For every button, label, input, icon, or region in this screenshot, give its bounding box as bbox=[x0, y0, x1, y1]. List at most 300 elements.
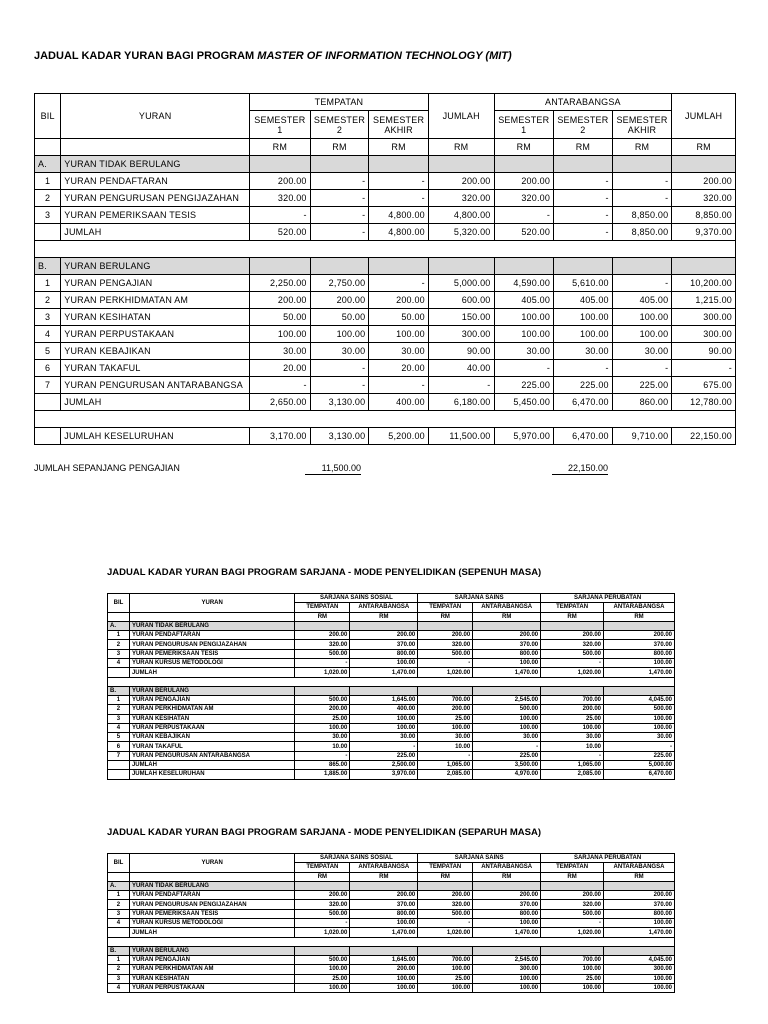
header-tempatan: TEMPATAN bbox=[541, 863, 604, 872]
header-antarabangsa: ANTARABANGSA bbox=[473, 603, 541, 612]
fee-name: YURAN KEBAJIKAN bbox=[129, 733, 294, 742]
row-number: 3 bbox=[108, 649, 130, 658]
page-title-sepenuh-masa: JADUAL KADAR YURAN BAGI PROGRAM SARJANA - MODE PENYELIDIKAN (SEPENUH MASA) bbox=[107, 567, 542, 578]
header-yuran: YURAN bbox=[129, 854, 294, 873]
fee-amount: 520.00 bbox=[250, 224, 311, 241]
cell bbox=[554, 258, 613, 275]
cell bbox=[473, 686, 541, 695]
fee-amount: - bbox=[310, 190, 369, 207]
unit-rm: RM bbox=[250, 139, 311, 156]
cell bbox=[473, 946, 541, 955]
cell bbox=[35, 139, 61, 156]
fee-amount: 1,215.00 bbox=[672, 292, 736, 309]
fee-amount: 5,000.00 bbox=[428, 275, 494, 292]
cell bbox=[428, 156, 494, 173]
fee-amount: 320.00 bbox=[428, 190, 494, 207]
spacer-row bbox=[108, 677, 675, 686]
fee-name: YURAN PENGAJIAN bbox=[129, 695, 294, 704]
fee-name: YURAN PENGAJIAN bbox=[61, 275, 250, 292]
fee-name: YURAN PENGURUSAN PENGIJAZAHAN bbox=[61, 190, 250, 207]
unit-rm: RM bbox=[473, 612, 541, 621]
fee-amount: 405.00 bbox=[494, 292, 554, 309]
fee-amount: 100.00 bbox=[541, 983, 604, 992]
fee-amount: 320.00 bbox=[295, 640, 350, 649]
fee-name: JUMLAH bbox=[129, 668, 294, 677]
fee-amount: 1,645.00 bbox=[350, 955, 418, 964]
fee-amount: 405.00 bbox=[612, 292, 672, 309]
header-jumlah: JUMLAH bbox=[672, 94, 736, 139]
section-row bbox=[108, 946, 675, 955]
row-number: 2 bbox=[108, 705, 130, 714]
fee-amount: 225.00 bbox=[494, 377, 554, 394]
fee-name: JUMLAH bbox=[61, 394, 250, 411]
fee-name: YURAN PERPUSTAKAAN bbox=[129, 723, 294, 732]
fee-name: YURAN KESIHATAN bbox=[129, 714, 294, 723]
fee-amount: - bbox=[672, 360, 736, 377]
table-row bbox=[108, 631, 675, 640]
table-row bbox=[108, 649, 675, 658]
fee-amount: - bbox=[612, 360, 672, 377]
table-row bbox=[108, 723, 675, 732]
unit-rm: RM bbox=[473, 872, 541, 881]
fee-name: YURAN PENGURUSAN PENGIJAZAHAN bbox=[129, 900, 294, 909]
fee-amount: 200.00 bbox=[369, 292, 429, 309]
fee-amount: 30.00 bbox=[418, 733, 473, 742]
fee-amount: 100.00 bbox=[418, 965, 473, 974]
row-number: 4 bbox=[108, 723, 130, 732]
cell bbox=[604, 881, 675, 890]
fee-amount: 30.00 bbox=[369, 343, 429, 360]
fee-amount: 800.00 bbox=[473, 649, 541, 658]
fee-name: YURAN PERKHIDMATAN AM bbox=[61, 292, 250, 309]
fee-amount: - bbox=[612, 190, 672, 207]
table-row bbox=[35, 377, 736, 394]
cell bbox=[672, 258, 736, 275]
header-sem2: SEMESTER 2 bbox=[310, 111, 369, 139]
fee-amount: 40.00 bbox=[428, 360, 494, 377]
fee-amount: 5,320.00 bbox=[428, 224, 494, 241]
row-number: 5 bbox=[35, 343, 61, 360]
table-row bbox=[35, 309, 736, 326]
section-code: B. bbox=[108, 946, 130, 955]
fee-amount: 320.00 bbox=[541, 640, 604, 649]
fee-amount: - bbox=[473, 742, 541, 751]
fee-table-sepenuh-masa bbox=[107, 593, 675, 780]
fee-amount: 10,200.00 bbox=[672, 275, 736, 292]
fee-amount: 370.00 bbox=[350, 900, 418, 909]
fee-amount: 320.00 bbox=[418, 900, 473, 909]
fee-name: JUMLAH bbox=[61, 224, 250, 241]
fee-amount: 25.00 bbox=[541, 714, 604, 723]
fee-amount: 6,470.00 bbox=[604, 770, 675, 779]
fee-amount: 3,970.00 bbox=[350, 770, 418, 779]
fee-amount: 300.00 bbox=[604, 965, 675, 974]
cell bbox=[494, 156, 554, 173]
fee-amount: 1,470.00 bbox=[350, 668, 418, 677]
fee-amount: 200.00 bbox=[473, 891, 541, 900]
row-number bbox=[108, 928, 130, 937]
fee-amount: 200.00 bbox=[418, 891, 473, 900]
fee-amount: 2,085.00 bbox=[418, 770, 473, 779]
fee-name: YURAN KURSUS METODOLOGI bbox=[129, 659, 294, 668]
fee-amount: - bbox=[310, 207, 369, 224]
row-number: 3 bbox=[35, 207, 61, 224]
fee-amount: 9,370.00 bbox=[672, 224, 736, 241]
table-row bbox=[108, 909, 675, 918]
table-row bbox=[108, 761, 675, 770]
fee-name: YURAN PENDAFTARAN bbox=[61, 173, 250, 190]
fee-amount: 5,610.00 bbox=[554, 275, 613, 292]
row-number bbox=[35, 428, 61, 445]
total-study-label: JUMLAH SEPANJANG PENGAJIAN bbox=[34, 463, 180, 473]
fee-amount: 100.00 bbox=[541, 723, 604, 732]
cell bbox=[295, 686, 350, 695]
header-program: SARJANA SAINS SOSIAL bbox=[295, 854, 418, 863]
fee-amount: 3,130.00 bbox=[310, 428, 369, 445]
fee-amount: 860.00 bbox=[612, 394, 672, 411]
fee-amount: - bbox=[541, 659, 604, 668]
unit-rm: RM bbox=[604, 612, 675, 621]
fee-amount: 100.00 bbox=[473, 974, 541, 983]
fee-amount: - bbox=[604, 742, 675, 751]
fee-amount: 200.00 bbox=[418, 705, 473, 714]
row-number bbox=[35, 224, 61, 241]
fee-amount: 5,200.00 bbox=[369, 428, 429, 445]
row-number bbox=[108, 761, 130, 770]
fee-amount: 1,020.00 bbox=[418, 928, 473, 937]
unit-rm: RM bbox=[295, 612, 350, 621]
fee-amount: 4,045.00 bbox=[604, 955, 675, 964]
fee-amount: 500.00 bbox=[418, 649, 473, 658]
fee-amount: - bbox=[369, 190, 429, 207]
fee-amount: 320.00 bbox=[418, 640, 473, 649]
table-row bbox=[108, 974, 675, 983]
fee-amount: 200.00 bbox=[350, 891, 418, 900]
fee-amount: 100.00 bbox=[473, 723, 541, 732]
fee-amount: 100.00 bbox=[350, 919, 418, 928]
cell bbox=[604, 621, 675, 630]
fee-amount: 2,250.00 bbox=[250, 275, 311, 292]
table-row bbox=[108, 891, 675, 900]
fee-amount: 2,545.00 bbox=[473, 695, 541, 704]
row-number: 4 bbox=[108, 983, 130, 992]
table-row bbox=[35, 428, 736, 445]
cell bbox=[541, 686, 604, 695]
fee-amount: 800.00 bbox=[350, 649, 418, 658]
fee-amount: 200.00 bbox=[250, 173, 311, 190]
section-label: YURAN TIDAK BERULANG bbox=[129, 881, 294, 890]
fee-amount: 100.00 bbox=[604, 723, 675, 732]
fee-amount: 600.00 bbox=[428, 292, 494, 309]
fee-amount: 4,045.00 bbox=[604, 695, 675, 704]
fee-name: YURAN PENGAJIAN bbox=[129, 955, 294, 964]
fee-name: JUMLAH bbox=[129, 928, 294, 937]
fee-amount: 90.00 bbox=[428, 343, 494, 360]
fee-amount: 6,470.00 bbox=[554, 428, 613, 445]
cell bbox=[129, 612, 294, 621]
fee-amount: 320.00 bbox=[494, 190, 554, 207]
table-row bbox=[108, 928, 675, 937]
fee-amount: 100.00 bbox=[350, 714, 418, 723]
table-row bbox=[35, 292, 736, 309]
header-antarabangsa: ANTARABANGSA bbox=[350, 863, 418, 872]
fee-amount: 50.00 bbox=[250, 309, 311, 326]
fee-amount: 500.00 bbox=[541, 649, 604, 658]
cell bbox=[418, 946, 473, 955]
fee-amount: 200.00 bbox=[473, 631, 541, 640]
fee-amount: 100.00 bbox=[295, 983, 350, 992]
fee-amount: 100.00 bbox=[350, 974, 418, 983]
unit-rm: RM bbox=[672, 139, 736, 156]
table-row bbox=[108, 955, 675, 964]
fee-amount: 370.00 bbox=[350, 640, 418, 649]
fee-amount: 100.00 bbox=[494, 309, 554, 326]
fee-amount: 100.00 bbox=[295, 723, 350, 732]
fee-amount: - bbox=[541, 751, 604, 760]
header-bil: BIL bbox=[108, 594, 130, 613]
fee-amount: 200.00 bbox=[541, 631, 604, 640]
fee-amount: - bbox=[554, 173, 613, 190]
fee-amount: - bbox=[310, 360, 369, 377]
fee-amount: 25.00 bbox=[295, 714, 350, 723]
header-program: SARJANA SAINS SOSIAL bbox=[295, 594, 418, 603]
table-row bbox=[35, 173, 736, 190]
fee-amount: 4,590.00 bbox=[494, 275, 554, 292]
fee-amount: 100.00 bbox=[418, 983, 473, 992]
fee-amount: 200.00 bbox=[250, 292, 311, 309]
fee-amount: 11,500.00 bbox=[428, 428, 494, 445]
fee-amount: 100.00 bbox=[554, 309, 613, 326]
fee-amount: 10.00 bbox=[541, 742, 604, 751]
fee-amount: 1,020.00 bbox=[295, 928, 350, 937]
cell bbox=[350, 881, 418, 890]
fee-amount: 800.00 bbox=[604, 649, 675, 658]
fee-amount: - bbox=[418, 919, 473, 928]
section-code: A. bbox=[35, 156, 61, 173]
fee-name: JUMLAH bbox=[129, 761, 294, 770]
fee-amount: - bbox=[350, 742, 418, 751]
fee-amount: - bbox=[369, 275, 429, 292]
fee-amount: 5,000.00 bbox=[604, 761, 675, 770]
fee-amount: 8,850.00 bbox=[672, 207, 736, 224]
fee-amount: 500.00 bbox=[295, 909, 350, 918]
cell bbox=[604, 686, 675, 695]
row-number: 5 bbox=[108, 733, 130, 742]
header-program: SARJANA PERUBATAN bbox=[541, 594, 675, 603]
fee-amount: - bbox=[369, 377, 429, 394]
fee-amount: - bbox=[250, 207, 311, 224]
fee-amount: 100.00 bbox=[541, 965, 604, 974]
fee-amount: 200.00 bbox=[604, 631, 675, 640]
cell bbox=[612, 258, 672, 275]
fee-name: YURAN PERPUSTAKAAN bbox=[61, 326, 250, 343]
fee-amount: - bbox=[250, 377, 311, 394]
fee-name: JUMLAH KESELURUHAN bbox=[129, 770, 294, 779]
table-row bbox=[108, 714, 675, 723]
fee-amount: - bbox=[554, 360, 613, 377]
cell bbox=[541, 881, 604, 890]
fee-table-separuh-masa bbox=[107, 853, 675, 993]
fee-name: YURAN PEMERIKSAAN TESIS bbox=[61, 207, 250, 224]
fee-amount: 405.00 bbox=[554, 292, 613, 309]
row-number: 1 bbox=[108, 695, 130, 704]
header-tempatan: TEMPATAN bbox=[418, 603, 473, 612]
fee-amount: 700.00 bbox=[418, 955, 473, 964]
row-number: 1 bbox=[108, 955, 130, 964]
row-number: 2 bbox=[108, 900, 130, 909]
fee-amount: - bbox=[554, 224, 613, 241]
fee-amount: 225.00 bbox=[604, 751, 675, 760]
fee-amount: 370.00 bbox=[473, 640, 541, 649]
fee-amount: 30.00 bbox=[350, 733, 418, 742]
fee-name: YURAN KESIHATAN bbox=[61, 309, 250, 326]
unit-rm: RM bbox=[541, 612, 604, 621]
row-number: 1 bbox=[35, 173, 61, 190]
header-tempatan: TEMPATAN bbox=[418, 863, 473, 872]
fee-amount: 5,450.00 bbox=[494, 394, 554, 411]
fee-amount: 100.00 bbox=[604, 714, 675, 723]
table-row bbox=[108, 770, 675, 779]
header-sem-akhir: SEMESTER AKHIR bbox=[612, 111, 672, 139]
row-number: 1 bbox=[35, 275, 61, 292]
fee-amount: 100.00 bbox=[494, 326, 554, 343]
header-program: SARJANA SAINS bbox=[418, 854, 541, 863]
fee-name: YURAN PEMERIKSAAN TESIS bbox=[129, 909, 294, 918]
fee-amount: 100.00 bbox=[473, 659, 541, 668]
fee-amount: 300.00 bbox=[428, 326, 494, 343]
cell bbox=[473, 881, 541, 890]
fee-name: YURAN KESIHATAN bbox=[129, 974, 294, 983]
fee-amount: 50.00 bbox=[310, 309, 369, 326]
fee-name: YURAN PERPUSTAKAAN bbox=[129, 983, 294, 992]
fee-amount: 320.00 bbox=[250, 190, 311, 207]
fee-amount: 500.00 bbox=[295, 649, 350, 658]
fee-amount: 25.00 bbox=[418, 974, 473, 983]
fee-amount: 225.00 bbox=[473, 751, 541, 760]
fee-amount: 4,800.00 bbox=[428, 207, 494, 224]
section-code: B. bbox=[35, 258, 61, 275]
title-italic: MASTER OF INFORMATION TECHNOLOGY (MIT) bbox=[257, 50, 512, 62]
fee-amount: 1,020.00 bbox=[541, 668, 604, 677]
table-row bbox=[108, 659, 675, 668]
header-antarabangsa: ANTARABANGSA bbox=[604, 863, 675, 872]
fee-amount: 500.00 bbox=[604, 705, 675, 714]
fee-amount: 100.00 bbox=[350, 723, 418, 732]
row-number bbox=[35, 394, 61, 411]
fee-amount: 200.00 bbox=[604, 891, 675, 900]
fee-amount: 200.00 bbox=[310, 292, 369, 309]
fee-amount: 100.00 bbox=[473, 919, 541, 928]
cell bbox=[369, 156, 429, 173]
fee-amount: - bbox=[369, 173, 429, 190]
table-row bbox=[108, 733, 675, 742]
section-code: A. bbox=[108, 881, 130, 890]
fee-amount: 100.00 bbox=[418, 723, 473, 732]
fee-amount: 1,065.00 bbox=[541, 761, 604, 770]
fee-amount: 30.00 bbox=[612, 343, 672, 360]
fee-amount: - bbox=[310, 173, 369, 190]
fee-amount: 1,470.00 bbox=[604, 668, 675, 677]
fee-amount: 100.00 bbox=[612, 326, 672, 343]
fee-amount: 100.00 bbox=[604, 974, 675, 983]
fee-amount: 200.00 bbox=[428, 173, 494, 190]
cell bbox=[295, 621, 350, 630]
fee-amount: 12,780.00 bbox=[672, 394, 736, 411]
cell bbox=[310, 258, 369, 275]
fee-amount: 320.00 bbox=[295, 900, 350, 909]
header-tempatan: TEMPATAN bbox=[250, 94, 429, 111]
fee-amount: 100.00 bbox=[473, 714, 541, 723]
fee-amount: 1,020.00 bbox=[541, 928, 604, 937]
cell bbox=[350, 621, 418, 630]
fee-amount: 200.00 bbox=[672, 173, 736, 190]
header-yuran: YURAN bbox=[61, 94, 250, 139]
unit-rm: RM bbox=[428, 139, 494, 156]
section-row bbox=[108, 881, 675, 890]
row-number bbox=[108, 668, 130, 677]
title-plain: JADUAL KADAR YURAN BAGI PROGRAM bbox=[34, 50, 258, 62]
cell bbox=[612, 156, 672, 173]
unit-rm: RM bbox=[541, 872, 604, 881]
fee-amount: 100.00 bbox=[250, 326, 311, 343]
fee-amount: 100.00 bbox=[554, 326, 613, 343]
fee-name: YURAN KURSUS METODOLOGI bbox=[129, 919, 294, 928]
fee-amount: 1,020.00 bbox=[418, 668, 473, 677]
fee-amount: 3,130.00 bbox=[310, 394, 369, 411]
cell bbox=[473, 621, 541, 630]
cell bbox=[672, 156, 736, 173]
fee-name: YURAN TAKAFUL bbox=[129, 742, 294, 751]
fee-name: YURAN KEBAJIKAN bbox=[61, 343, 250, 360]
fee-amount: - bbox=[418, 751, 473, 760]
cell bbox=[418, 621, 473, 630]
section-label: YURAN TIDAK BERULANG bbox=[61, 156, 250, 173]
cell bbox=[541, 946, 604, 955]
page-title-separuh-masa: JADUAL KADAR YURAN BAGI PROGRAM SARJANA - MODE PENYELIDIKAN (SEPARUH MASA) bbox=[107, 827, 542, 838]
fee-amount: 300.00 bbox=[672, 326, 736, 343]
fee-amount: 100.00 bbox=[473, 983, 541, 992]
total-study-antarabangsa: 22,150.00 bbox=[552, 463, 608, 475]
fee-amount: - bbox=[310, 377, 369, 394]
header-antarabangsa: ANTARABANGSA bbox=[604, 603, 675, 612]
fee-amount: 800.00 bbox=[604, 909, 675, 918]
fee-amount: 2,545.00 bbox=[473, 955, 541, 964]
unit-rm: RM bbox=[612, 139, 672, 156]
fee-amount: 700.00 bbox=[418, 695, 473, 704]
unit-rm: RM bbox=[350, 872, 418, 881]
total-study-tempatan: 11,500.00 bbox=[305, 463, 361, 475]
fee-name: YURAN PENGURUSAN PENGIJAZAHAN bbox=[129, 640, 294, 649]
header-sem1: SEMESTER 1 bbox=[494, 111, 554, 139]
table-row bbox=[108, 742, 675, 751]
fee-amount: 30.00 bbox=[295, 733, 350, 742]
row-number bbox=[108, 770, 130, 779]
unit-rm: RM bbox=[310, 139, 369, 156]
fee-amount: 100.00 bbox=[604, 983, 675, 992]
row-number: 7 bbox=[108, 751, 130, 760]
row-number: 1 bbox=[108, 631, 130, 640]
fee-amount: 25.00 bbox=[418, 714, 473, 723]
unit-rm: RM bbox=[604, 872, 675, 881]
fee-name: YURAN PEMERIKSAAN TESIS bbox=[129, 649, 294, 658]
fee-amount: 1,065.00 bbox=[418, 761, 473, 770]
fee-amount: 865.00 bbox=[295, 761, 350, 770]
fee-amount: 2,650.00 bbox=[250, 394, 311, 411]
fee-amount: - bbox=[310, 224, 369, 241]
fee-amount: 5,970.00 bbox=[494, 428, 554, 445]
table-row bbox=[108, 965, 675, 974]
cell bbox=[295, 946, 350, 955]
